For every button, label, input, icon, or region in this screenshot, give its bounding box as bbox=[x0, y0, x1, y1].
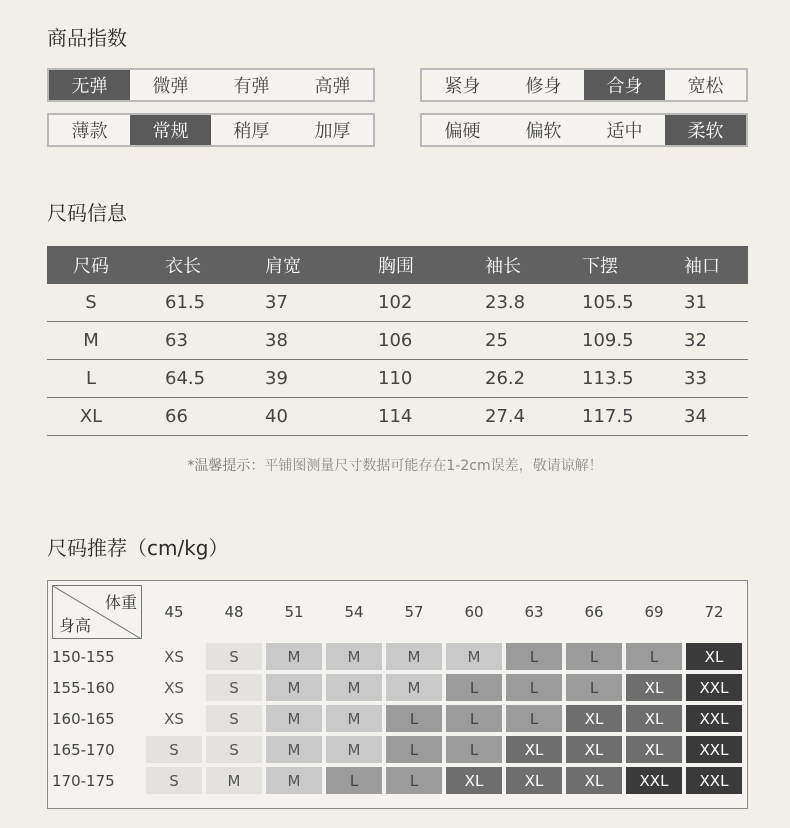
size-value-cell: 25 bbox=[455, 322, 552, 360]
softness-option-moderate[interactable]: 适中 bbox=[606, 121, 643, 142]
size-recommend-table bbox=[48, 581, 746, 798]
size-recommend-cell: XS bbox=[146, 705, 202, 732]
size-row bbox=[47, 322, 748, 360]
thickness-option-thick[interactable]: 加厚 bbox=[314, 121, 351, 142]
size-recommend-cell: M bbox=[266, 674, 322, 701]
size-table bbox=[47, 246, 748, 436]
height-row bbox=[52, 674, 742, 701]
size-recommend-cell: XL bbox=[626, 705, 682, 732]
size-value-cell: 26.2 bbox=[455, 360, 552, 398]
size-recommend-cell: XL bbox=[566, 705, 622, 732]
size-value-cell: 33 bbox=[654, 360, 748, 398]
size-label-cell: L bbox=[47, 360, 135, 398]
fit-option-slim[interactable]: 修身 bbox=[525, 76, 562, 97]
fit-option-regular[interactable]: 合身 bbox=[584, 70, 665, 100]
size-recommend-cell: L bbox=[566, 643, 622, 670]
size-recommend-cell: XL bbox=[566, 736, 622, 763]
fit-options bbox=[420, 68, 748, 102]
size-recommend-cell: L bbox=[386, 767, 442, 794]
note-label: *温馨提示： bbox=[187, 458, 265, 474]
size-recommend-cell: L bbox=[386, 736, 442, 763]
size-value-cell: 38 bbox=[235, 322, 348, 360]
note-text: 平铺图测量尺寸数据可能存在1-2cm误差，敬请谅解！ bbox=[264, 458, 603, 474]
size-recommend-cell: XL bbox=[626, 674, 682, 701]
weight-header: 72 bbox=[704, 603, 724, 621]
size-recommend-cell: M bbox=[326, 674, 382, 701]
weight-header: 66 bbox=[584, 603, 604, 621]
size-value-cell: 109.5 bbox=[552, 322, 654, 360]
size-recommend-cell: S bbox=[146, 736, 202, 763]
height-label: 165-170 bbox=[52, 740, 115, 759]
size-recommend-cell: L bbox=[446, 674, 502, 701]
size-recommend-cell: M bbox=[326, 643, 382, 670]
size-value-cell: 105.5 bbox=[552, 284, 654, 322]
size-value-cell: 117.5 bbox=[552, 398, 654, 436]
weight-header: 45 bbox=[164, 603, 184, 621]
header-size: 尺码 bbox=[47, 246, 135, 284]
size-recommend-cell: XXL bbox=[686, 674, 742, 701]
size-recommend-cell: L bbox=[326, 767, 382, 794]
size-recommend-cell: XS bbox=[146, 674, 202, 701]
softness-options bbox=[420, 113, 748, 147]
corner-cell bbox=[52, 585, 142, 639]
stretch-option-slight[interactable]: 微弹 bbox=[152, 76, 189, 97]
size-value-cell: 66 bbox=[135, 398, 235, 436]
header-chest: 胸围 bbox=[348, 246, 455, 284]
size-recommend-cell: XXL bbox=[686, 705, 742, 732]
size-recommend-cell: XL bbox=[506, 767, 562, 794]
height-row bbox=[52, 736, 742, 763]
size-recommend-cell: XXL bbox=[686, 736, 742, 763]
size-value-cell: 64.5 bbox=[135, 360, 235, 398]
size-value-cell: 102 bbox=[348, 284, 455, 322]
size-value-cell: 27.4 bbox=[455, 398, 552, 436]
size-recommend-cell: XL bbox=[446, 767, 502, 794]
size-value-cell: 23.8 bbox=[455, 284, 552, 322]
size-recommend-cell: L bbox=[506, 674, 562, 701]
size-info-title: 尺码信息 bbox=[47, 201, 127, 225]
measurement-note bbox=[0, 455, 790, 475]
size-recommend-cell: XL bbox=[506, 736, 562, 763]
height-row bbox=[52, 705, 742, 732]
weight-header: 54 bbox=[344, 603, 364, 621]
weight-header: 63 bbox=[524, 603, 544, 621]
thickness-options bbox=[47, 113, 375, 147]
size-recommend-cell: L bbox=[506, 643, 562, 670]
size-recommend-cell: XXL bbox=[626, 767, 682, 794]
size-label-cell: XL bbox=[47, 398, 135, 436]
size-recommend-cell: M bbox=[266, 643, 322, 670]
size-recommend-cell: S bbox=[206, 643, 262, 670]
softness-option-soft[interactable]: 偏软 bbox=[525, 121, 562, 142]
softness-option-hard[interactable]: 偏硬 bbox=[444, 121, 481, 142]
size-recommend-cell: S bbox=[206, 705, 262, 732]
size-recommend-cell: M bbox=[266, 705, 322, 732]
header-cuff: 袖口 bbox=[654, 246, 748, 284]
weight-header: 57 bbox=[404, 603, 424, 621]
size-recommend-panel bbox=[47, 580, 748, 809]
size-recommend-cell: L bbox=[626, 643, 682, 670]
size-value-cell: 113.5 bbox=[552, 360, 654, 398]
corner-weight-label: 体重 bbox=[104, 593, 137, 612]
size-value-cell: 39 bbox=[235, 360, 348, 398]
fit-option-loose[interactable]: 宽松 bbox=[687, 76, 724, 97]
weight-header: 48 bbox=[224, 603, 244, 621]
size-value-cell: 32 bbox=[654, 322, 748, 360]
size-recommend-cell: M bbox=[326, 736, 382, 763]
size-recommend-cell: M bbox=[386, 643, 442, 670]
header-hem: 下摆 bbox=[552, 246, 654, 284]
stretch-options bbox=[47, 68, 375, 102]
size-row bbox=[47, 284, 748, 322]
header-shoulder: 肩宽 bbox=[235, 246, 348, 284]
size-value-cell: 63 bbox=[135, 322, 235, 360]
size-value-cell: 40 bbox=[235, 398, 348, 436]
size-recommend-cell: XXL bbox=[686, 767, 742, 794]
weight-header: 60 bbox=[464, 603, 484, 621]
size-recommend-cell: L bbox=[506, 705, 562, 732]
thickness-option-normal[interactable]: 常规 bbox=[130, 115, 211, 145]
thickness-option-thicker[interactable]: 稍厚 bbox=[233, 121, 270, 142]
recommend-title: 尺码推荐（cm/kg） bbox=[47, 536, 229, 560]
size-recommend-cell: L bbox=[446, 736, 502, 763]
thickness-option-thin[interactable]: 薄款 bbox=[71, 121, 108, 142]
size-recommend-cell: S bbox=[146, 767, 202, 794]
header-length: 衣长 bbox=[135, 246, 235, 284]
stretch-option-medium[interactable]: 有弹 bbox=[233, 76, 270, 97]
size-recommend-cell: M bbox=[266, 767, 322, 794]
size-recommend-cell: S bbox=[206, 674, 262, 701]
softness-option-very-soft[interactable]: 柔软 bbox=[665, 115, 746, 145]
size-recommend-cell: XS bbox=[146, 643, 202, 670]
size-value-cell: 114 bbox=[348, 398, 455, 436]
size-value-cell: 61.5 bbox=[135, 284, 235, 322]
size-recommend-cell: L bbox=[566, 674, 622, 701]
weight-header: 51 bbox=[284, 603, 304, 621]
weight-header: 69 bbox=[644, 603, 664, 621]
size-table-header bbox=[47, 246, 748, 284]
size-recommend-cell: M bbox=[206, 767, 262, 794]
height-label: 170-175 bbox=[52, 771, 115, 790]
size-recommend-cell: M bbox=[326, 705, 382, 732]
size-recommend-cell: S bbox=[206, 736, 262, 763]
size-recommend-cell: XL bbox=[686, 643, 742, 670]
size-row bbox=[47, 360, 748, 398]
size-value-cell: 106 bbox=[348, 322, 455, 360]
size-recommend-cell: M bbox=[266, 736, 322, 763]
stretch-option-none[interactable]: 无弹 bbox=[49, 70, 130, 100]
size-recommend-cell: L bbox=[446, 705, 502, 732]
height-label: 150-155 bbox=[52, 647, 115, 666]
index-title: 商品指数 bbox=[47, 26, 127, 50]
size-value-cell: 31 bbox=[654, 284, 748, 322]
fit-option-tight[interactable]: 紧身 bbox=[444, 76, 481, 97]
height-label: 155-160 bbox=[52, 678, 115, 697]
size-recommend-cell: L bbox=[386, 705, 442, 732]
size-recommend-cell: M bbox=[386, 674, 442, 701]
size-recommend-cell: M bbox=[446, 643, 502, 670]
size-value-cell: 34 bbox=[654, 398, 748, 436]
size-value-cell: 110 bbox=[348, 360, 455, 398]
header-sleeve: 袖长 bbox=[455, 246, 552, 284]
size-label-cell: M bbox=[47, 322, 135, 360]
size-recommend-cell: XL bbox=[566, 767, 622, 794]
size-row bbox=[47, 398, 748, 436]
size-recommend-cell: XL bbox=[626, 736, 682, 763]
stretch-option-high[interactable]: 高弹 bbox=[314, 76, 351, 97]
size-value-cell: 37 bbox=[235, 284, 348, 322]
size-label-cell: S bbox=[47, 284, 135, 322]
height-row bbox=[52, 767, 742, 794]
height-label: 160-165 bbox=[52, 709, 115, 728]
height-row bbox=[52, 643, 742, 670]
corner-height-label: 身高 bbox=[59, 616, 92, 635]
